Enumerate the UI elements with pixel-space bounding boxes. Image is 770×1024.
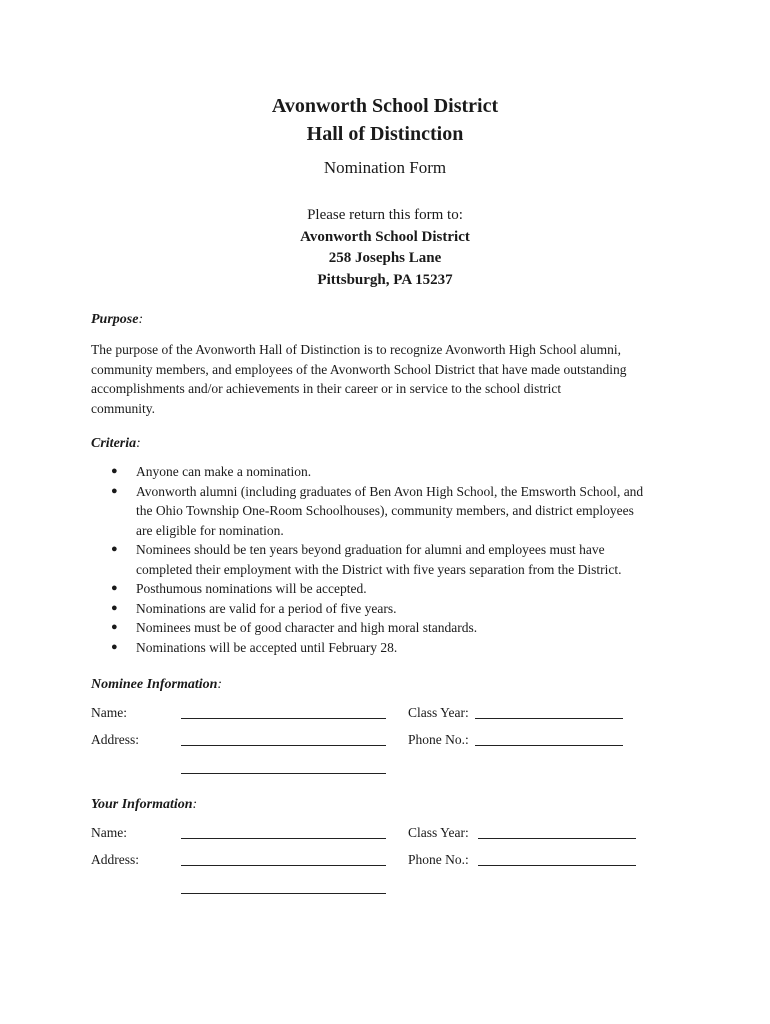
your-phone-field[interactable] xyxy=(478,865,636,866)
title-line-1: Avonworth School District xyxy=(271,95,499,117)
criteria-item xyxy=(91,599,691,619)
criteria-text: Avonworth alumni (including graduates of Ben Avon High School, the Emsworth School, and xyxy=(136,483,644,499)
bullet-icon: ● xyxy=(111,621,118,633)
purpose-line: The purpose of the Avonworth Hall of Distinction is to recognize Avonworth High School alumni, xyxy=(91,342,622,357)
criteria-text: are eligible for nomination. xyxy=(136,522,284,538)
your-class-year-label: Class Year: xyxy=(408,825,469,840)
criteria-list xyxy=(91,462,691,657)
purpose-paragraph xyxy=(91,340,691,418)
criteria-text: Nominations will be accepted until February 28. xyxy=(136,639,398,655)
form-subtitle: Nomination Form xyxy=(323,158,447,177)
purpose-heading: Purpose: xyxy=(91,312,144,327)
criteria-heading: Criteria: xyxy=(91,436,141,451)
nominee-phone-field[interactable] xyxy=(475,745,623,746)
return-org: Avonworth School District xyxy=(300,229,470,245)
nominee-phone-label: Phone No.: xyxy=(408,732,469,747)
criteria-item xyxy=(91,638,691,658)
your-name-field[interactable] xyxy=(181,838,386,839)
purpose-line: community members, and employees of the Avonworth School District that have made outstanding xyxy=(91,361,627,377)
title-line-2: Hall of Distinction xyxy=(306,123,464,145)
bullet-icon: ● xyxy=(111,601,118,614)
criteria-text: Anyone can make a nomination. xyxy=(136,464,312,479)
nominee-class-year-label: Class Year: xyxy=(408,705,469,720)
your-name-label: Name: xyxy=(91,825,127,840)
nominee-address-field[interactable] xyxy=(181,745,386,746)
your-class-year-field[interactable] xyxy=(478,838,636,839)
your-phone-label: Phone No.: xyxy=(408,852,469,867)
nominee-class-year-field[interactable] xyxy=(475,718,623,719)
your-address-field-2[interactable] xyxy=(181,893,386,894)
return-city: Pittsburgh, PA 15237 xyxy=(317,272,453,288)
bullet-icon: ● xyxy=(111,465,118,477)
criteria-text: Nominees should be ten years beyond graduation for alumni and employees must have xyxy=(136,542,605,557)
nominee-name-field[interactable] xyxy=(181,718,386,719)
bullet-icon: ● xyxy=(111,484,118,497)
purpose-line: community. xyxy=(91,400,155,416)
your-address-field[interactable] xyxy=(181,865,386,866)
nominee-heading: Nominee Information: xyxy=(91,677,223,692)
criteria-text: completed their employment with the District with five years separation from the District. xyxy=(136,561,622,577)
nominee-address-label: Address: xyxy=(91,732,139,747)
criteria-text: Nominations are valid for a period of five years. xyxy=(136,600,397,616)
purpose-line: accomplishments and/or achievements in their career or in service to the school district xyxy=(91,381,562,396)
criteria-text: Posthumous nominations will be accepted. xyxy=(136,581,367,596)
bullet-icon: ● xyxy=(111,582,118,594)
criteria-item xyxy=(91,618,691,638)
criteria-item xyxy=(91,579,691,599)
return-label: Please return this form to: xyxy=(307,207,463,223)
criteria-text: Nominees must be of good character and high moral standards. xyxy=(136,620,478,635)
bullet-icon: ● xyxy=(111,543,118,555)
criteria-item xyxy=(91,462,691,482)
your-address-label: Address: xyxy=(91,852,139,867)
criteria-item xyxy=(91,482,691,541)
nominee-name-label: Name: xyxy=(91,705,127,720)
bullet-icon: ● xyxy=(111,640,118,653)
return-street: 258 Josephs Lane xyxy=(328,250,442,266)
your-info-heading: Your Information: xyxy=(91,797,198,812)
criteria-item xyxy=(91,540,691,579)
criteria-text: the Ohio Township One-Room Schoolhouses), community members, and district employees xyxy=(136,503,634,518)
nominee-address-field-2[interactable] xyxy=(181,773,386,774)
